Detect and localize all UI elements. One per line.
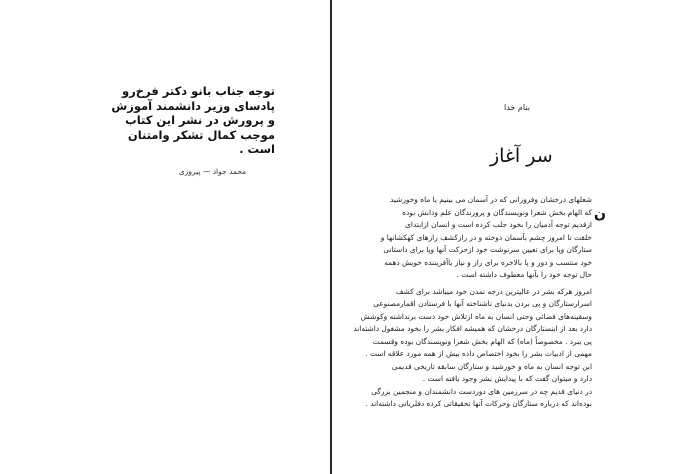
dedication-line: پادسای وزیر دانشمند آموزش xyxy=(111,98,275,113)
text-line: دارد و میتوان گفت که با پیدایش بشر وجود یافته است . xyxy=(422,374,592,383)
dedication-line: موجب کمال تشکر وامتنان xyxy=(127,127,275,142)
text-line: در دنیای قدیم چه در سرزمین های دوردست دانشمندان و منجمین بزرگی xyxy=(371,386,592,396)
text-line: خلقت تا امروز چشم بآسمان دوخته و در رازکشف رازهای کهکشانها و xyxy=(380,232,592,242)
left-page xyxy=(0,0,330,474)
dedication-block xyxy=(111,84,275,176)
dedication-line: است . xyxy=(239,142,275,156)
text-line: ازقدیم توجه آدمیان را بخود جلب کرده است و انسان ازابتدای xyxy=(405,220,592,229)
text-line: بوده‌اند که درباره ستارگان وحرکات آنها تحقیقاتی کرده دفلریاتی داشته‌اند . xyxy=(365,399,592,408)
text-line: ستارگان وپا برای تعیین سرنوشت خود ازحرکت آنها وپا برای داستانی xyxy=(383,245,592,254)
text-line: دارد بعد از اینستارگان درخشان که همیشه افکار بشر را بخود مشغول داشته‌اند xyxy=(353,324,592,333)
text-line: پی ببرد . مخصوصاً (ماه) که الهام بخش شعرا ونویسندگان بوده وقسمت xyxy=(372,336,592,346)
text-line: اسرارستارگان و پی بردن بدنیای ناشناخته آنها با فرستادن اقمارمصنوعی xyxy=(373,299,592,308)
body-text xyxy=(353,194,592,411)
text-line: حال توجه خود را بآنها معطوف داشته است . xyxy=(456,270,592,279)
drop-cap: ن xyxy=(594,206,606,222)
text-line: مهمی از ادبیات بشر را بخود اختصاص داده بیش از همه مورد علاقه است . xyxy=(365,349,592,358)
text-line: که الهام بخش شعرا ونویسندگان و پرورندگان علم ودانش بوده xyxy=(402,207,592,217)
text-line: خود منتسب و دور و پا بالاخره برای راز و نیاز باآفریننده خویش دهمه xyxy=(384,257,592,267)
text-line: شعلهای درخشان وفروزانی که در آسمان می بینیم یا ماه وخورشید xyxy=(390,195,592,204)
dedication-line: و پرورش در نشر این کتاب xyxy=(125,113,275,127)
text-line: این توجه انسان به ماه و خورشید و ستارگان سابقه تاریخی قدیمی xyxy=(391,361,592,371)
dedication-line: توجه جناب بانو دکتر فرخ‌رو xyxy=(121,84,275,98)
dedication-signature: محمد جواد — پیروزی xyxy=(178,166,247,176)
invocation-heading: بنام خدا xyxy=(504,103,530,112)
text-line: امروز هرکه بشر در عالیترین درجه تمدن خود میباشد برای کشف xyxy=(395,286,592,296)
page-title: سر آغاز xyxy=(490,145,553,167)
text-line: وسفینه‌های فضائی وحتی انسان به ماه ازتلاش خود دست برنداشته وکوشش xyxy=(360,311,592,321)
